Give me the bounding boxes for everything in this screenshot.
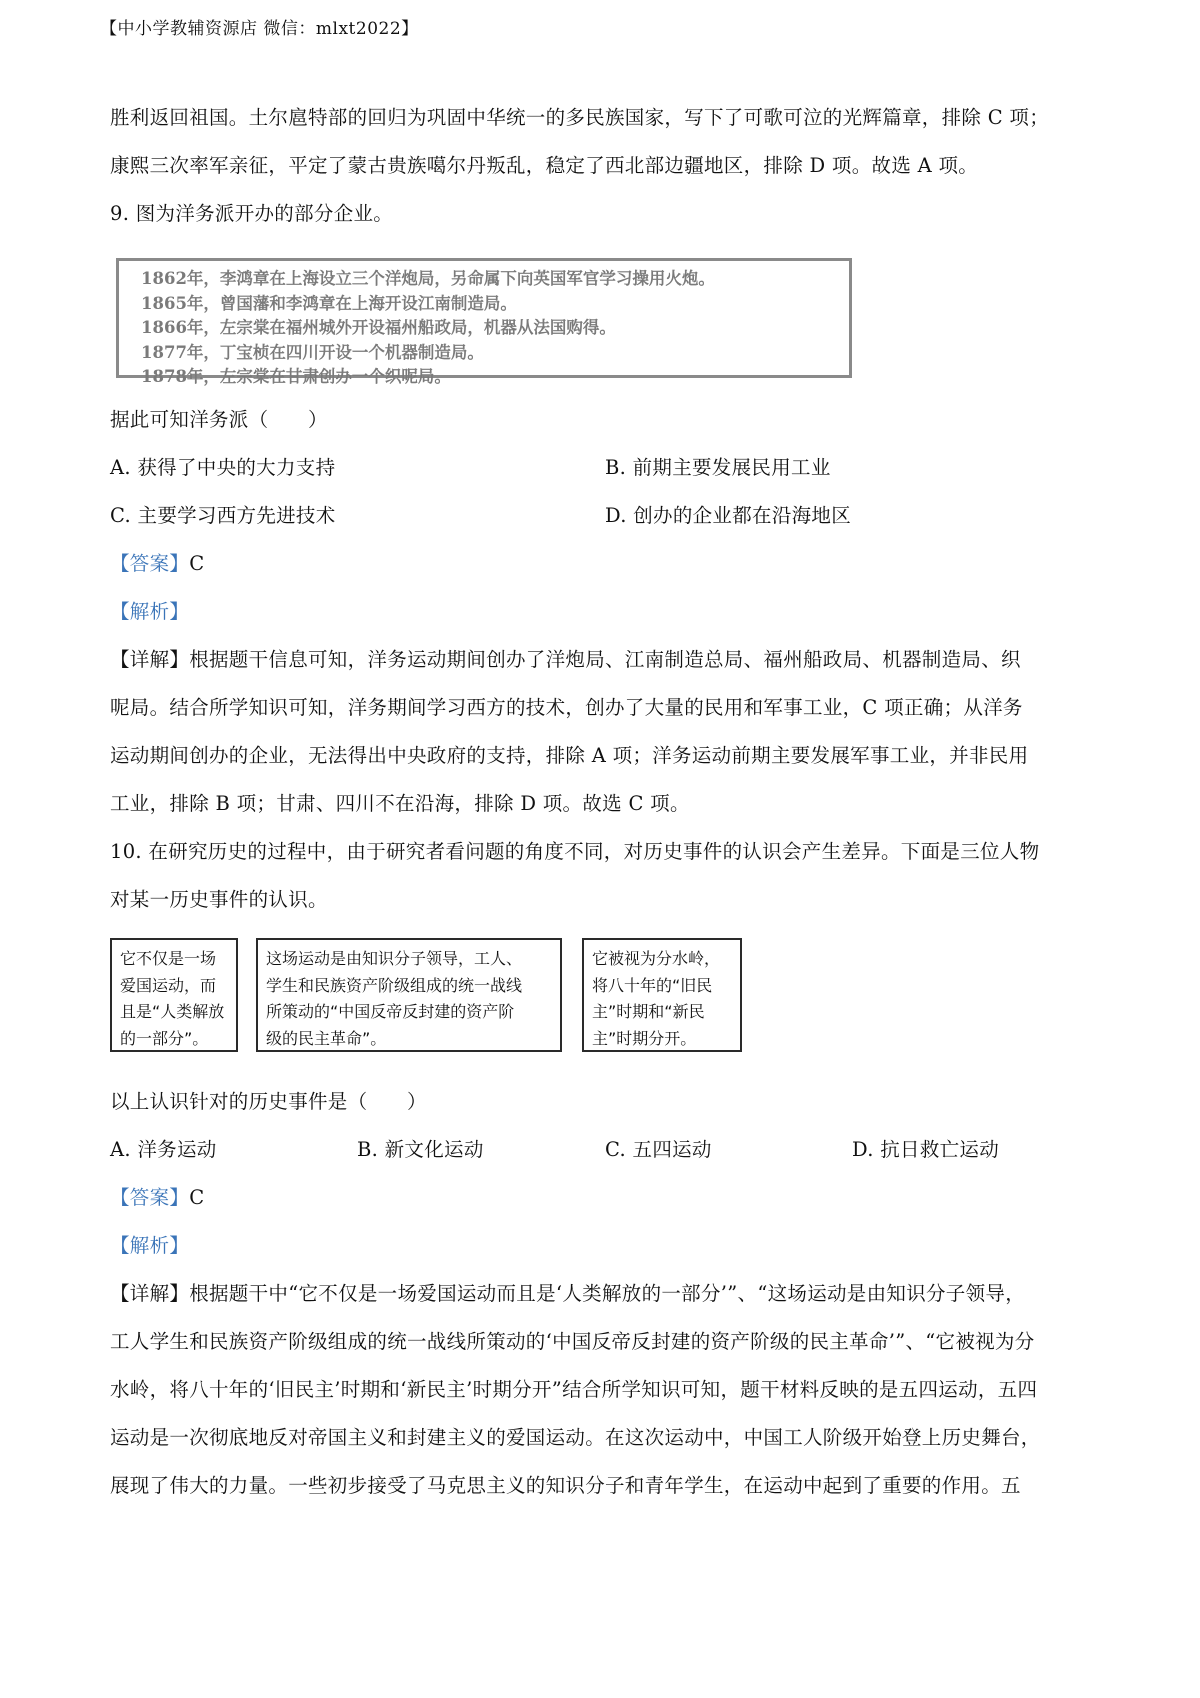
q10-option-a: A. 洋务运动 bbox=[110, 1138, 217, 1161]
q9-answer bbox=[110, 540, 1100, 588]
q10-detail-label: 【详解】 bbox=[110, 1282, 190, 1305]
q10-analysis-label bbox=[110, 1222, 1100, 1270]
q9-detail-label: 【详解】 bbox=[110, 648, 190, 671]
q9-detail-text: 根据题干信息可知，洋务运动期间创办了洋炮局、江南制造总局、福州船政局、机器制造局、织 bbox=[189, 648, 1021, 671]
q9-detail-line-1 bbox=[110, 636, 1100, 684]
q9-figure-line: 1878年，左宗棠在甘肃创办一个织呢局。 bbox=[141, 367, 451, 386]
q8-tail-line-2: 康熙三次率军亲征，平定了蒙古贵族噶尔丹叛乱，稳定了西北部边疆地区，排除 D 项。故选 A 项。 bbox=[110, 154, 979, 177]
quote-box-1 bbox=[110, 938, 238, 1052]
quote-line: 学生和民族资产阶级组成的统一战线 bbox=[266, 975, 523, 995]
quote-line: 它不仅是一场 bbox=[120, 949, 217, 968]
q9-figure-image bbox=[116, 258, 852, 386]
q9-option-a: A. 获得了中央的大力支持 bbox=[110, 456, 336, 479]
q9-analysis-label bbox=[110, 588, 1100, 636]
q10-analysis-label-text: 【解析】 bbox=[110, 1234, 190, 1257]
q9-stem: 9. 图为洋务派开办的部分企业。 bbox=[110, 202, 394, 225]
q10-detail-line-5: 展现了伟大的力量。一些初步接受了马克思主义的知识分子和青年学生，在运动中起到了重要的作用。五 bbox=[110, 1474, 1021, 1497]
quote-line: 所策动的“中国反帝反封建的资产阶 bbox=[266, 1002, 515, 1021]
q10-question: 以上认识针对的历史事件是（ ） bbox=[110, 1090, 427, 1113]
quote-line: 级的民主革命”。 bbox=[266, 1028, 387, 1048]
q10-stem-line-2: 对某一历史事件的认识。 bbox=[110, 888, 328, 911]
q9-figure-line: 1862年，李鸿章在上海设立三个洋炮局，另命属下向英国军官学习操用火炮。 bbox=[141, 269, 715, 288]
q9-detail-line-2: 呢局。结合所学知识可知，洋务期间学习西方的技术，创办了大量的民用和军事工业，C 项正确；从洋务 bbox=[110, 696, 1023, 719]
quote-box-2 bbox=[256, 938, 562, 1052]
q10-detail-line-4: 运动是一次彻底地反对帝国主义和封建主义的爱国运动。在这次运动中，中国工人阶级开始登上历史舞台， bbox=[110, 1426, 1041, 1449]
page-header: 【中小学教辅资源店 微信：mlxt2022】 bbox=[100, 19, 419, 39]
quote-line: 它被视为分水岭， bbox=[592, 949, 721, 968]
quote-line: 且是“人类解放 bbox=[120, 1002, 225, 1021]
q9-figure-line: 1877年，丁宝桢在四川开设一个机器制造局。 bbox=[141, 342, 484, 362]
q10-answer bbox=[110, 1174, 1100, 1222]
q8-tail-line-1: 胜利返回祖国。土尔扈特部的回归为巩固中华统一的多民族国家，写下了可歌可泣的光辉篇章，排除 C 项； bbox=[110, 106, 1050, 129]
q9-option-c: C. 主要学习西方先进技术 bbox=[110, 504, 336, 527]
quote-line: 将八十年的“旧民 bbox=[592, 975, 713, 995]
quote-box-3 bbox=[582, 938, 742, 1052]
q9-option-b: B. 前期主要发展民用工业 bbox=[605, 456, 831, 479]
q9-answer-value: C bbox=[189, 552, 205, 575]
q9-detail-line-3: 运动期间创办的企业，无法得出中央政府的支持，排除 A 项；洋务运动前期主要发展军事工业，并非民用 bbox=[110, 744, 1029, 767]
q9-option-d: D. 创办的企业都在沿海地区 bbox=[605, 504, 852, 527]
q9-analysis-label-text: 【解析】 bbox=[110, 600, 190, 623]
quote-line: 主”时期和“新民 bbox=[592, 1002, 705, 1021]
q10-detail-line-3: 水岭，将八十年的‘旧民主’时期和‘新民主’时期分开”结合所学知识可知，题干材料反映的是五四运动，五四 bbox=[110, 1378, 1038, 1401]
q10-figure bbox=[110, 934, 1100, 1064]
q9-question: 据此可知洋务派（ ） bbox=[110, 408, 328, 431]
document-body bbox=[110, 94, 1100, 1510]
q9-figure-line: 1866年，左宗棠在福州城外开设福州船政局，机器从法国购得。 bbox=[141, 318, 616, 337]
q9-options bbox=[110, 444, 1100, 540]
q10-stem-line-1: 10. 在研究历史的过程中，由于研究者看问题的角度不同，对历史事件的认识会产生差异。下面是三位人物 bbox=[110, 840, 1040, 863]
quote-line: 爱国运动，而 bbox=[120, 975, 217, 995]
quote-line: 的一部分”。 bbox=[120, 1028, 209, 1048]
q9-answer-label: 【答案】 bbox=[110, 552, 190, 575]
q10-detail-line-2: 工人学生和民族资产阶级组成的统一战线所策动的‘中国反帝反封建的资产阶级的民主革命’”、“它被视为分 bbox=[110, 1330, 1035, 1353]
quote-line: 主”时期分开。 bbox=[592, 1028, 697, 1048]
q10-options bbox=[110, 1126, 1100, 1174]
q10-option-d: D. 抗日救亡运动 bbox=[852, 1138, 1000, 1161]
q10-answer-value: C bbox=[189, 1186, 205, 1209]
q10-detail-line-1 bbox=[110, 1270, 1100, 1318]
quote-line: 这场运动是由知识分子领导，工人、 bbox=[266, 949, 523, 968]
q10-option-b: B. 新文化运动 bbox=[357, 1138, 484, 1161]
q9-figure-line: 1865年，曾国藩和李鸿章在上海开设江南制造局。 bbox=[141, 293, 517, 313]
q9-detail-line-4: 工业，排除 B 项；甘肃、四川不在沿海，排除 D 项。故选 C 项。 bbox=[110, 792, 690, 815]
q10-detail-text: 根据题干中“它不仅是一场爱国运动而且是‘人类解放的一部分’”、“这场运动是由知识分子领导， bbox=[189, 1282, 1026, 1305]
q10-option-c: C. 五四运动 bbox=[605, 1138, 712, 1161]
q10-answer-label: 【答案】 bbox=[110, 1186, 190, 1209]
